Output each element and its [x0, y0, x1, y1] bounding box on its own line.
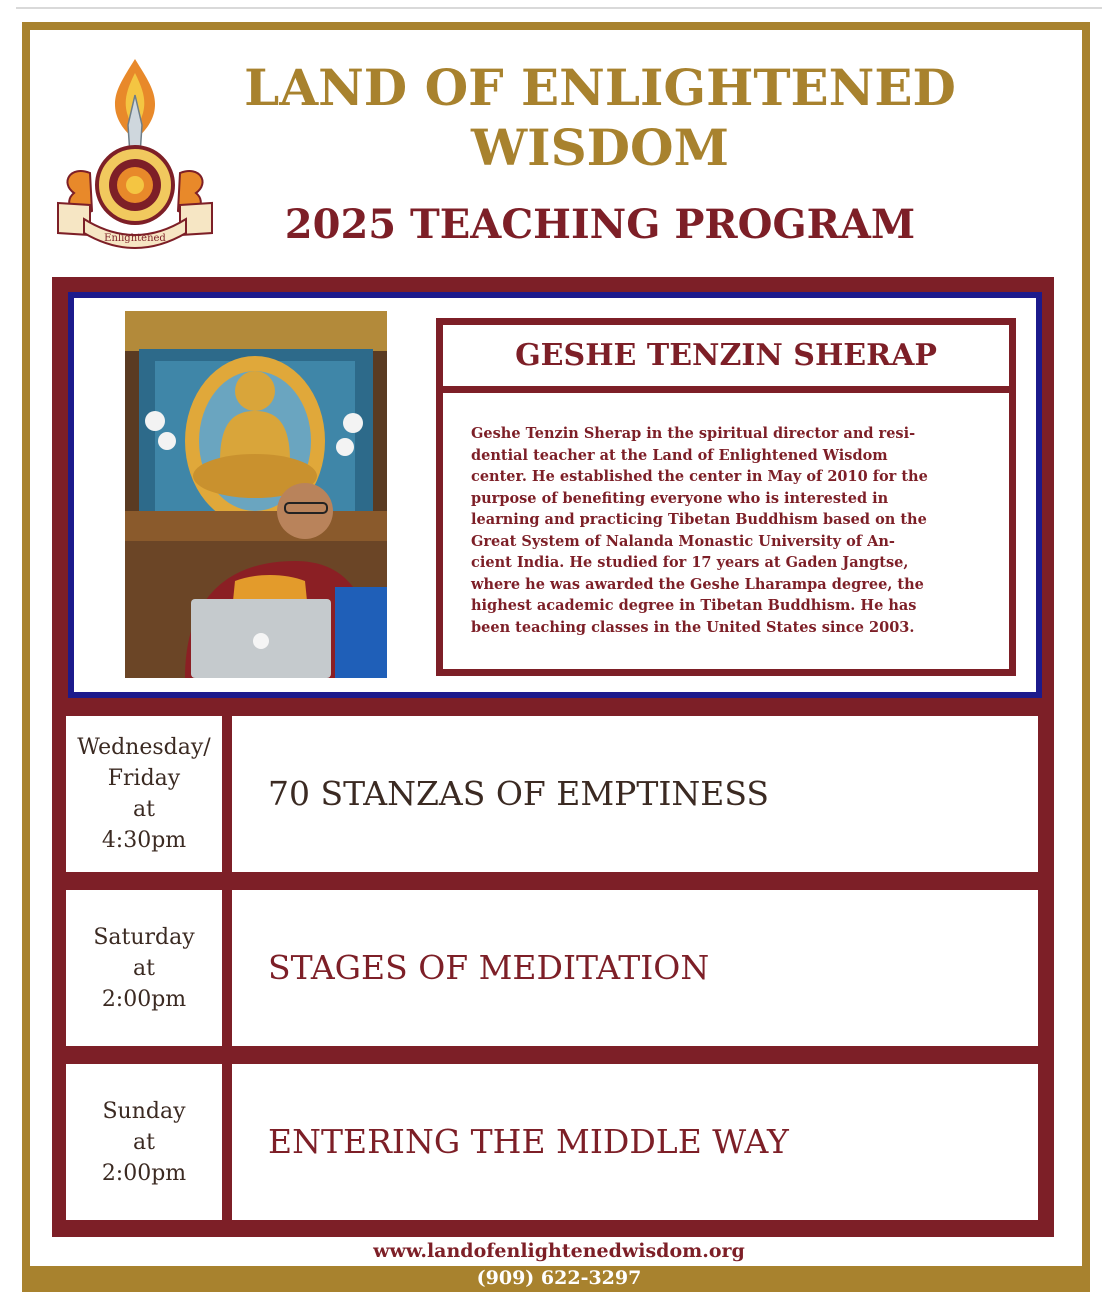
schedule-at: at — [133, 955, 155, 981]
schedule-time: 4:30pm — [101, 828, 187, 853]
teacher-name: GESHE TENZIN SHERAP — [443, 325, 1009, 393]
course-row-2 — [232, 890, 1038, 1046]
schedule-time-saturday — [66, 890, 222, 1046]
bio-line: been teaching classes in the United States since 2003. — [471, 618, 915, 636]
course-row-1 — [232, 716, 1038, 872]
bio-line: center. He established the center in May of 2010 for the — [471, 468, 928, 485]
teacher-bio — [471, 423, 991, 638]
page-title — [230, 58, 970, 178]
title-line-1: LAND OF ENLIGHTENED — [244, 58, 956, 117]
bio-line: Geshe Tenzin Sherap in the spiritual director and resi- — [471, 425, 916, 442]
course-row-3 — [232, 1064, 1038, 1220]
bio-line: Great System of Nalanda Monastic University of An- — [471, 532, 895, 550]
schedule-time-sunday — [66, 1064, 222, 1220]
bio-line: purpose of benefiting everyone who is interested in — [471, 489, 889, 507]
center-logo-emblem — [50, 55, 220, 250]
schedule-time: 2:00pm — [101, 1160, 187, 1186]
teacher-photo — [125, 311, 387, 678]
phone-number: (909) 622-3297 — [476, 1267, 642, 1289]
course-title: ENTERING THE MIDDLE WAY — [268, 1122, 789, 1161]
bio-line: where he was awarded the Geshe Lharampa degree, the — [471, 575, 924, 593]
schedule-day: Saturday — [93, 924, 195, 950]
schedule-day: Sunday — [102, 1098, 186, 1124]
bio-line: learning and practicing Tibetan Buddhism based on the — [471, 511, 927, 528]
program-subtitle: 2025 TEACHING PROGRAM — [284, 201, 916, 248]
top-divider — [16, 7, 1102, 9]
logo-banner-text: Enlightened — [104, 233, 166, 244]
schedule-at: at — [133, 797, 155, 822]
bio-line: cient India. He studied for 17 years at Gaden Jangtse, — [471, 554, 909, 571]
website-link[interactable]: www.landofenlightenedwisdom.org — [373, 1240, 745, 1262]
bio-line: highest academic degree in Tibetan Buddhism. He has — [471, 597, 917, 614]
course-title: STAGES OF MEDITATION — [268, 948, 710, 987]
schedule-at: at — [133, 1129, 155, 1155]
schedule-day: Wednesday/ — [77, 735, 211, 760]
schedule-time-wed-fri — [66, 716, 222, 872]
bio-line: dential teacher at the Land of Enlightened Wisdom — [471, 446, 888, 464]
teacher-bio-box — [436, 318, 1016, 676]
schedule-day: Friday — [107, 766, 181, 791]
title-line-2: WISDOM — [471, 118, 729, 177]
course-title: 70 STANZAS OF EMPTINESS — [268, 774, 770, 813]
schedule-time: 2:00pm — [101, 986, 187, 1012]
